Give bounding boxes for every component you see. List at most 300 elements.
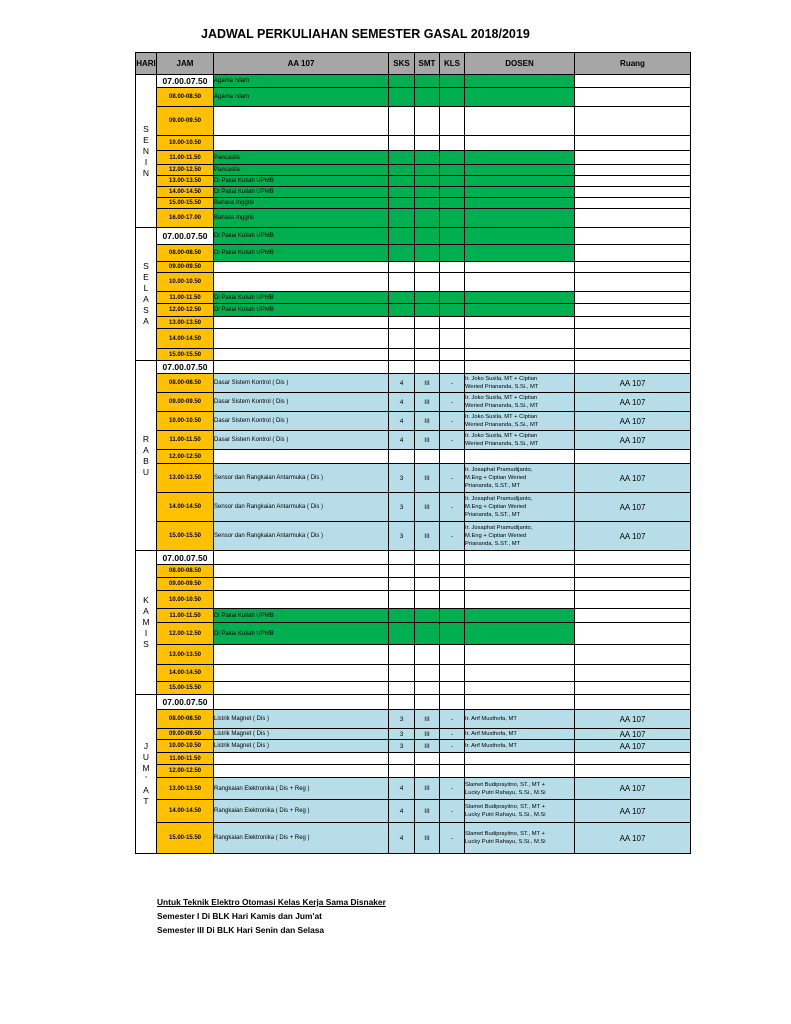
time-cell: 12.00-12.50 xyxy=(157,450,214,464)
time-cell: 09.00-09.50 xyxy=(157,578,214,591)
header-jam: JAM xyxy=(157,53,214,75)
header-hari: HARI xyxy=(136,53,157,75)
kls-cell: - xyxy=(440,431,465,450)
sks-cell xyxy=(389,187,415,198)
schedule-table xyxy=(135,52,691,854)
smt-cell: III xyxy=(415,374,440,393)
kls-cell xyxy=(440,765,465,778)
course-cell: Di Pakai Kuliah UPMB xyxy=(214,304,389,317)
smt-cell xyxy=(415,753,440,765)
kls-cell: - xyxy=(440,710,465,729)
time-cell: 09.00-09.50 xyxy=(157,262,214,273)
kls-cell xyxy=(440,88,465,107)
course-cell xyxy=(214,753,389,765)
time-cell: 12.00-12.50 xyxy=(157,165,214,176)
room-cell xyxy=(575,591,691,609)
sks-cell xyxy=(389,262,415,273)
table-row xyxy=(136,823,691,854)
smt-cell: III xyxy=(415,464,440,493)
table-row xyxy=(136,329,691,349)
table-row xyxy=(136,578,691,591)
day-label xyxy=(136,551,157,695)
lecturer-cell: Ir. Arif Musthofa, MT xyxy=(465,740,575,753)
time-cell: 07.00.07.50 xyxy=(157,75,214,88)
smt-cell xyxy=(415,176,440,187)
course-cell xyxy=(214,107,389,136)
kls-cell xyxy=(440,176,465,187)
table-row xyxy=(136,317,691,329)
lecturer-cell xyxy=(465,165,575,176)
smt-cell: III xyxy=(415,431,440,450)
time-cell: 12.00-12.50 xyxy=(157,765,214,778)
kls-cell xyxy=(440,262,465,273)
sks-cell xyxy=(389,765,415,778)
sks-cell xyxy=(389,304,415,317)
course-cell: Bahasa Inggris xyxy=(214,198,389,209)
room-cell xyxy=(575,198,691,209)
smt-cell: III xyxy=(415,800,440,823)
time-cell: 13.00-13.50 xyxy=(157,176,214,187)
sks-cell xyxy=(389,329,415,349)
table-row xyxy=(136,695,691,710)
table-row xyxy=(136,228,691,245)
table-row xyxy=(136,393,691,412)
kls-cell xyxy=(440,450,465,464)
kls-cell: - xyxy=(440,393,465,412)
time-cell: 13.00-13.50 xyxy=(157,645,214,665)
lecturer-cell xyxy=(465,88,575,107)
lecturer-cell: Ir. Arif Musthofa, MT xyxy=(465,729,575,740)
table-row xyxy=(136,292,691,304)
course-cell xyxy=(214,349,389,361)
room-cell: AA 107 xyxy=(575,740,691,753)
day-label xyxy=(136,695,157,854)
time-cell: 09.00-09.50 xyxy=(157,107,214,136)
course-cell: Agama Islam xyxy=(214,75,389,88)
course-cell xyxy=(214,765,389,778)
lecturer-cell xyxy=(465,551,575,565)
lecturer-cell xyxy=(465,273,575,292)
smt-cell: III xyxy=(415,522,440,551)
smt-cell xyxy=(415,609,440,623)
lecturer-cell: Ir. Josaphat Pramudijanto, M.Eng + Ciptian Weried Priananda, S.ST., MT xyxy=(465,522,575,551)
table-row xyxy=(136,209,691,228)
smt-cell xyxy=(415,682,440,695)
lecturer-cell xyxy=(465,136,575,151)
room-cell xyxy=(575,317,691,329)
lecturer-cell xyxy=(465,151,575,165)
course-cell xyxy=(214,565,389,578)
lecturer-cell: Ir. Joko Susila, MT + Ciptian Weried Priananda, S.Si., MT xyxy=(465,374,575,393)
table-row xyxy=(136,374,691,393)
lecturer-cell: Slamet Budiprayitno, ST., MT + Lucky Putri Rahayu, S.Si., M.Si xyxy=(465,800,575,823)
table-row xyxy=(136,665,691,682)
lecturer-cell xyxy=(465,245,575,262)
kls-cell: - xyxy=(440,729,465,740)
room-cell xyxy=(575,753,691,765)
table-row xyxy=(136,107,691,136)
table-row xyxy=(136,645,691,665)
kls-cell xyxy=(440,682,465,695)
lecturer-cell xyxy=(465,682,575,695)
kls-cell xyxy=(440,165,465,176)
smt-cell xyxy=(415,304,440,317)
kls-cell: - xyxy=(440,493,465,522)
time-cell: 10.00-10.50 xyxy=(157,136,214,151)
lecturer-cell xyxy=(465,209,575,228)
sks-cell xyxy=(389,609,415,623)
smt-cell: III xyxy=(415,412,440,431)
lecturer-cell xyxy=(465,349,575,361)
smt-cell xyxy=(415,292,440,304)
lecturer-cell xyxy=(465,329,575,349)
room-cell xyxy=(575,609,691,623)
smt-cell xyxy=(415,209,440,228)
sks-cell: 4 xyxy=(389,778,415,800)
table-header-row xyxy=(136,53,691,75)
sks-cell xyxy=(389,645,415,665)
time-cell: 14.00-14.50 xyxy=(157,493,214,522)
sks-cell xyxy=(389,107,415,136)
kls-cell xyxy=(440,551,465,565)
table-row xyxy=(136,522,691,551)
sks-cell xyxy=(389,165,415,176)
course-cell xyxy=(214,450,389,464)
course-cell xyxy=(214,682,389,695)
kls-cell: - xyxy=(440,374,465,393)
kls-cell xyxy=(440,107,465,136)
room-cell xyxy=(575,292,691,304)
sks-cell xyxy=(389,198,415,209)
time-cell: 11.00-11.50 xyxy=(157,753,214,765)
course-cell: Bahasa Inggris xyxy=(214,209,389,228)
sks-cell xyxy=(389,578,415,591)
kls-cell: - xyxy=(440,522,465,551)
time-cell: 11.00-11.50 xyxy=(157,151,214,165)
kls-cell xyxy=(440,623,465,645)
kls-cell xyxy=(440,609,465,623)
kls-cell xyxy=(440,329,465,349)
lecturer-cell: Slamet Budiprayitno, ST., MT + Lucky Putri Rahayu, S.Si., M.Si xyxy=(465,778,575,800)
table-row xyxy=(136,551,691,565)
sks-cell xyxy=(389,88,415,107)
sks-cell xyxy=(389,317,415,329)
day-label xyxy=(136,228,157,361)
header-kls: KLS xyxy=(440,53,465,75)
smt-cell xyxy=(415,88,440,107)
time-cell: 09.00-09.50 xyxy=(157,729,214,740)
sks-cell: 3 xyxy=(389,493,415,522)
note-line: Semester I Di BLK Hari Kamis dan Jum'at xyxy=(157,911,322,921)
room-cell xyxy=(575,107,691,136)
kls-cell xyxy=(440,151,465,165)
table-row xyxy=(136,361,691,374)
course-cell: Listrik Magnet ( Dis ) xyxy=(214,710,389,729)
room-cell xyxy=(575,329,691,349)
smt-cell xyxy=(415,349,440,361)
room-cell xyxy=(575,349,691,361)
kls-cell xyxy=(440,304,465,317)
kls-cell xyxy=(440,591,465,609)
course-cell: Sensor dan Rangkaian Antarmuka ( Dis ) xyxy=(214,464,389,493)
course-cell xyxy=(214,329,389,349)
room-cell xyxy=(575,304,691,317)
smt-cell xyxy=(415,75,440,88)
smt-cell xyxy=(415,361,440,374)
time-cell: 07.00.07.50 xyxy=(157,228,214,245)
room-cell: AA 107 xyxy=(575,710,691,729)
room-cell xyxy=(575,187,691,198)
smt-cell xyxy=(415,450,440,464)
lecturer-cell xyxy=(465,609,575,623)
sks-cell: 4 xyxy=(389,393,415,412)
room-cell xyxy=(575,682,691,695)
time-cell: 10.00-10.50 xyxy=(157,412,214,431)
course-cell: Pancasila xyxy=(214,165,389,176)
room-cell xyxy=(575,273,691,292)
table-row xyxy=(136,176,691,187)
sks-cell: 3 xyxy=(389,464,415,493)
course-cell xyxy=(214,665,389,682)
course-cell xyxy=(214,551,389,565)
table-row xyxy=(136,349,691,361)
course-cell: Dasar Sistem Kontrol ( Dis ) xyxy=(214,412,389,431)
kls-cell xyxy=(440,665,465,682)
day-name: S E L A S A xyxy=(143,261,149,326)
time-cell: 14.00-14.50 xyxy=(157,329,214,349)
course-cell: Di Pakai Kuliah UPMB xyxy=(214,176,389,187)
time-cell: 15.00-15.50 xyxy=(157,198,214,209)
table-row xyxy=(136,729,691,740)
sks-cell: 3 xyxy=(389,710,415,729)
sks-cell: 4 xyxy=(389,412,415,431)
day-label xyxy=(136,75,157,228)
room-cell xyxy=(575,165,691,176)
lecturer-cell xyxy=(465,578,575,591)
lecturer-cell: Ir. Arif Musthofa, MT xyxy=(465,710,575,729)
room-cell xyxy=(575,262,691,273)
smt-cell: III xyxy=(415,823,440,854)
room-cell xyxy=(575,136,691,151)
room-cell xyxy=(575,151,691,165)
course-cell: Dasar Sistem Kontrol ( Dis ) xyxy=(214,374,389,393)
smt-cell: III xyxy=(415,778,440,800)
kls-cell: - xyxy=(440,740,465,753)
table-row xyxy=(136,682,691,695)
smt-cell xyxy=(415,578,440,591)
kls-cell xyxy=(440,645,465,665)
room-cell: AA 107 xyxy=(575,431,691,450)
kls-cell xyxy=(440,578,465,591)
kls-cell xyxy=(440,75,465,88)
kls-cell xyxy=(440,565,465,578)
room-cell xyxy=(575,88,691,107)
table-row xyxy=(136,464,691,493)
course-cell xyxy=(214,578,389,591)
sks-cell xyxy=(389,695,415,710)
table-row xyxy=(136,609,691,623)
time-cell: 10.00-10.50 xyxy=(157,273,214,292)
room-cell: AA 107 xyxy=(575,393,691,412)
lecturer-cell xyxy=(465,187,575,198)
smt-cell xyxy=(415,645,440,665)
sks-cell xyxy=(389,753,415,765)
course-cell: Pancasila xyxy=(214,151,389,165)
smt-cell: III xyxy=(415,729,440,740)
smt-cell xyxy=(415,165,440,176)
sks-cell xyxy=(389,151,415,165)
kls-cell xyxy=(440,187,465,198)
header-sks: SKS xyxy=(389,53,415,75)
table-row xyxy=(136,565,691,578)
day-name: K A M I S xyxy=(142,595,150,649)
table-row xyxy=(136,187,691,198)
time-cell: 08.00-08.50 xyxy=(157,374,214,393)
day-name: R A B U xyxy=(142,433,150,477)
table-row xyxy=(136,151,691,165)
lecturer-cell: Slamet Budiprayitno, ST., MT + Lucky Putri Rahayu, S.Si., M.Si xyxy=(465,823,575,854)
lecturer-cell: Ir. Josaphat Pramudijanto, M.Eng + Ciptian Weried Priananda, S.ST., MT xyxy=(465,493,575,522)
sks-cell xyxy=(389,565,415,578)
smt-cell: III xyxy=(415,493,440,522)
table-row xyxy=(136,262,691,273)
day-name: J U M ' A T xyxy=(142,741,150,806)
smt-cell: III xyxy=(415,710,440,729)
page-title: JADWAL PERKULIAHAN SEMESTER GASAL 2018/2019 xyxy=(201,27,530,41)
header-smt: SMT xyxy=(415,53,440,75)
room-cell xyxy=(575,765,691,778)
course-cell: Di Pakai Kuliah UPMB xyxy=(214,623,389,645)
time-cell: 08.00-08.50 xyxy=(157,710,214,729)
smt-cell: III xyxy=(415,393,440,412)
lecturer-cell xyxy=(465,262,575,273)
smt-cell xyxy=(415,695,440,710)
sks-cell: 4 xyxy=(389,374,415,393)
note-line: Semester III Di BLK Hari Senin dan Selasa xyxy=(157,925,325,935)
table-row xyxy=(136,493,691,522)
time-cell: 15.00-15.50 xyxy=(157,682,214,695)
smt-cell xyxy=(415,262,440,273)
sks-cell xyxy=(389,228,415,245)
table-row xyxy=(136,245,691,262)
smt-cell xyxy=(415,665,440,682)
sks-cell xyxy=(389,349,415,361)
sks-cell xyxy=(389,623,415,645)
course-cell: Sensor dan Rangkaian Antarmuka ( Dis ) xyxy=(214,522,389,551)
course-cell xyxy=(214,591,389,609)
time-cell: 14.00-14.50 xyxy=(157,665,214,682)
lecturer-cell xyxy=(465,317,575,329)
kls-cell xyxy=(440,273,465,292)
time-cell: 12.00-12.50 xyxy=(157,304,214,317)
kls-cell xyxy=(440,317,465,329)
time-cell: 11.00-11.50 xyxy=(157,609,214,623)
table-row xyxy=(136,431,691,450)
sks-cell xyxy=(389,361,415,374)
lecturer-cell xyxy=(465,107,575,136)
sks-cell xyxy=(389,591,415,609)
lecturer-cell xyxy=(465,753,575,765)
sks-cell xyxy=(389,75,415,88)
lecturer-cell: Ir. Joko Susila, MT + Ciptian Weried Priananda, S.Si., MT xyxy=(465,431,575,450)
table-row xyxy=(136,412,691,431)
time-cell: 07.00.07.50 xyxy=(157,361,214,374)
sks-cell: 3 xyxy=(389,729,415,740)
course-cell: Dasar Sistem Kontrol ( Dis ) xyxy=(214,431,389,450)
smt-cell xyxy=(415,245,440,262)
header-ruang: Ruang xyxy=(575,53,691,75)
room-cell: AA 107 xyxy=(575,729,691,740)
kls-cell xyxy=(440,136,465,151)
smt-cell xyxy=(415,591,440,609)
smt-cell xyxy=(415,151,440,165)
kls-cell xyxy=(440,228,465,245)
lecturer-cell xyxy=(465,565,575,578)
time-cell: 13.00-13.50 xyxy=(157,317,214,329)
note-line: Untuk Teknik Elektro Otomasi Kelas Kerja Sama Disnaker xyxy=(157,897,386,907)
time-cell: 13.00-13.50 xyxy=(157,464,214,493)
time-cell: 08.00-08.50 xyxy=(157,565,214,578)
smt-cell xyxy=(415,107,440,136)
lecturer-cell xyxy=(465,361,575,374)
course-cell: Sensor dan Rangkaian Antarmuka ( Dis ) xyxy=(214,493,389,522)
kls-cell xyxy=(440,198,465,209)
smt-cell xyxy=(415,565,440,578)
smt-cell xyxy=(415,273,440,292)
table-row xyxy=(136,778,691,800)
table-row xyxy=(136,273,691,292)
room-cell: AA 107 xyxy=(575,778,691,800)
room-cell: AA 107 xyxy=(575,823,691,854)
room-cell xyxy=(575,565,691,578)
kls-cell xyxy=(440,695,465,710)
table-row xyxy=(136,765,691,778)
kls-cell xyxy=(440,349,465,361)
day-label xyxy=(136,361,157,551)
table-row xyxy=(136,591,691,609)
table-row xyxy=(136,304,691,317)
sks-cell xyxy=(389,292,415,304)
room-cell xyxy=(575,75,691,88)
course-cell: Dasar Sistem Kontrol ( Dis ) xyxy=(214,393,389,412)
lecturer-cell xyxy=(465,228,575,245)
smt-cell xyxy=(415,623,440,645)
lecturer-cell xyxy=(465,176,575,187)
table-row xyxy=(136,800,691,823)
smt-cell xyxy=(415,198,440,209)
sks-cell: 4 xyxy=(389,800,415,823)
course-cell: Di Pakai Kuliah UPMB xyxy=(214,609,389,623)
course-cell xyxy=(214,136,389,151)
smt-cell xyxy=(415,317,440,329)
table-row xyxy=(136,710,691,729)
course-cell: Rangkaian Elektronika ( Dis + Reg ) xyxy=(214,823,389,854)
course-cell: Rangkaian Elektronika ( Dis + Reg ) xyxy=(214,778,389,800)
room-cell xyxy=(575,551,691,565)
time-cell: 08.00-08.50 xyxy=(157,88,214,107)
smt-cell xyxy=(415,765,440,778)
sks-cell xyxy=(389,665,415,682)
smt-cell xyxy=(415,136,440,151)
lecturer-cell xyxy=(465,75,575,88)
smt-cell xyxy=(415,329,440,349)
lecturer-cell xyxy=(465,765,575,778)
sks-cell xyxy=(389,245,415,262)
sks-cell xyxy=(389,682,415,695)
table-row xyxy=(136,623,691,645)
sks-cell xyxy=(389,273,415,292)
sks-cell xyxy=(389,176,415,187)
